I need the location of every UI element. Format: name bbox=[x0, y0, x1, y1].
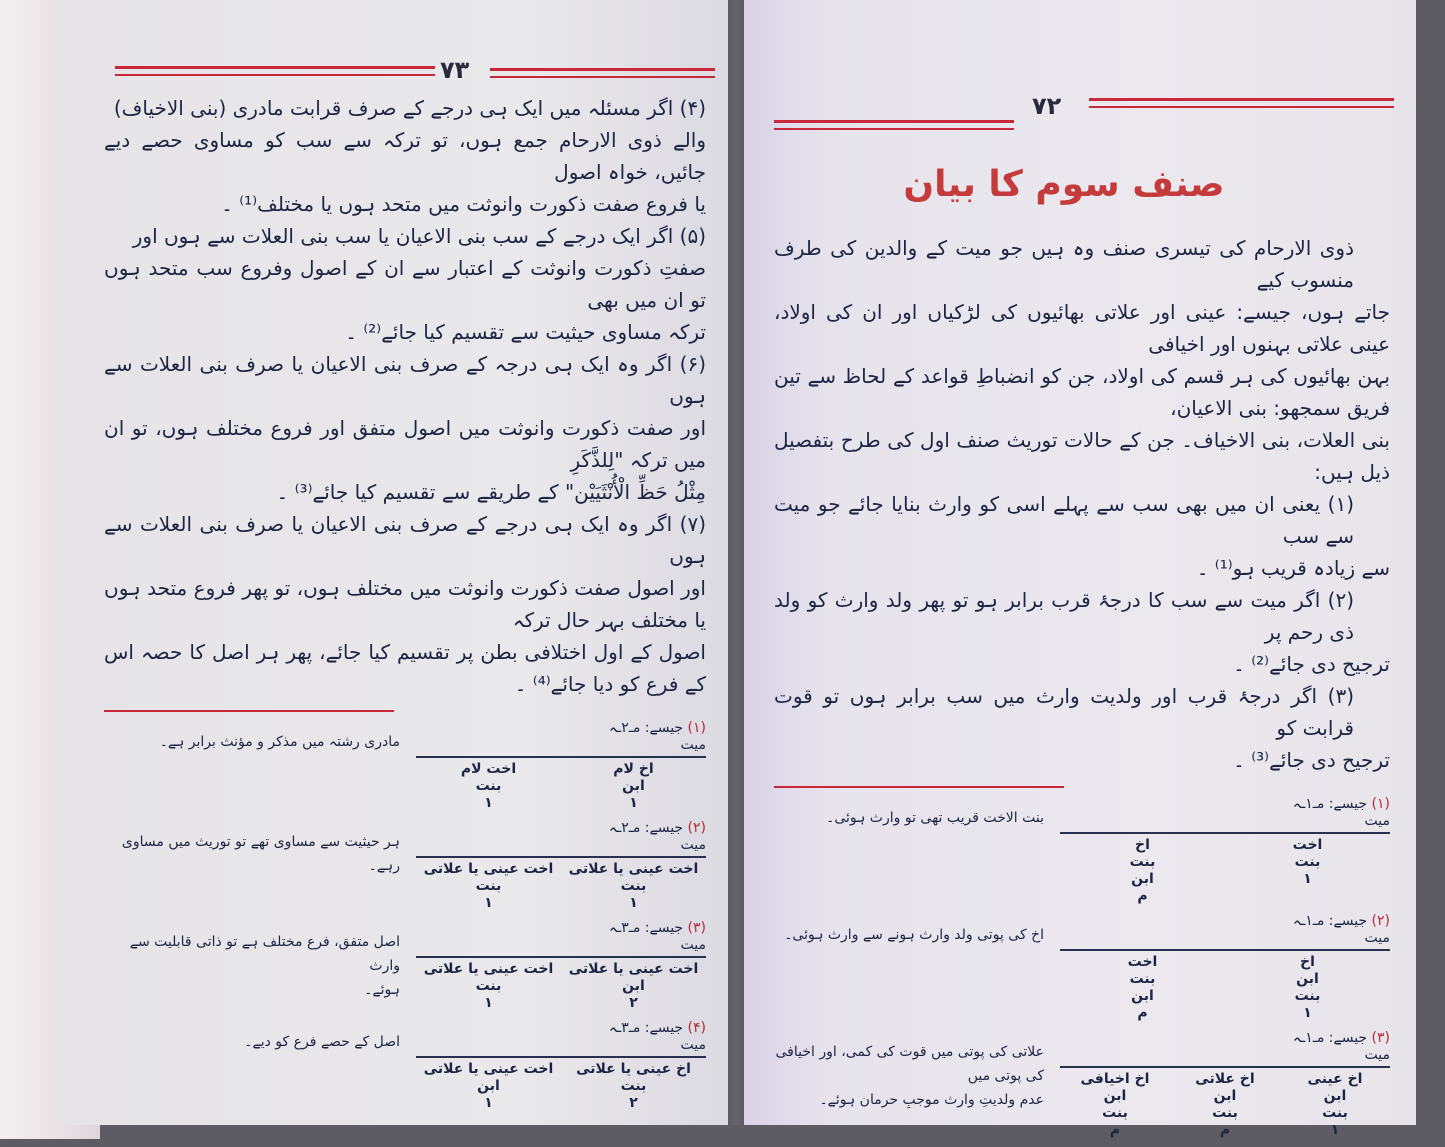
book-spine bbox=[728, 0, 744, 1125]
page-content bbox=[774, 232, 1390, 1147]
masala-number: مـ۳ـہ bbox=[608, 1020, 641, 1036]
heir-entry: ابن bbox=[1323, 1088, 1347, 1104]
text-line: ترجیح دی جائے⁽³⁾ ۔ bbox=[1233, 748, 1390, 772]
footnote-heading bbox=[1060, 1030, 1390, 1047]
footnote-marker: (۱) bbox=[687, 720, 706, 736]
footnote-example-label: جیسے: bbox=[1324, 796, 1372, 812]
footnote-example-label: جیسے: bbox=[640, 820, 688, 836]
footnote-marker: (۲) bbox=[1371, 913, 1390, 929]
heir-columns bbox=[416, 861, 706, 912]
heir-entry: اخت bbox=[1292, 837, 1323, 853]
footnote bbox=[104, 820, 706, 912]
inheritance-line bbox=[1060, 832, 1390, 834]
heir-entry: م bbox=[1137, 888, 1148, 904]
heir-entry: اخت عینی یا علاتی bbox=[423, 861, 554, 877]
footnote-note-line: اصل متفق، فرع مختلف ہے تو ذاتی قابلیت سے وارث bbox=[129, 934, 400, 974]
header-rule bbox=[774, 128, 1014, 130]
heir-entry: اخ لام bbox=[613, 761, 654, 777]
heir-entry: ۱ bbox=[1303, 1005, 1312, 1021]
footnote bbox=[104, 1020, 706, 1112]
heir-entry: اخت لام bbox=[460, 761, 517, 777]
footnote-separator bbox=[104, 710, 394, 712]
footnote-heading bbox=[416, 920, 706, 937]
footnote-diagram bbox=[1060, 1030, 1390, 1139]
text-line: اصول کے اول اختلافی بطن پر تقسیم کیا جائے، پھر ہر اصل کا حصہ اس کے فرع کو دیا جائے⁽⁴⁾ ۔ bbox=[104, 640, 706, 696]
left-page bbox=[60, 0, 728, 1125]
heir-entry: بنت bbox=[1212, 1105, 1238, 1121]
heir-column bbox=[561, 1061, 706, 1112]
mayyit-label: میت bbox=[680, 837, 706, 853]
text-line: جاتے ہوں، جیسے: عینی اور علاتی بھائیوں کی لڑکیاں اور ان کی اولاد، عینی علاتی بہنوں اور اخیافی bbox=[774, 300, 1390, 356]
heir-entry: م bbox=[1219, 1122, 1231, 1138]
inheritance-line bbox=[416, 856, 706, 858]
text-line: اور صفت ذکورت وانوثت میں اصول متفق اور فروع مختلف ہوں، تو ان میں ترکہ "لِلذَّكَرِ bbox=[104, 416, 706, 472]
heir-columns bbox=[416, 1061, 706, 1112]
mayyit-label: میت bbox=[680, 737, 706, 753]
masala-number: مـ۲ـہ bbox=[608, 720, 641, 736]
heir-entry: اخت عینی یا علاتی bbox=[423, 1061, 554, 1077]
text-line: (۲) اگر میت سے سب کا درجۂ قرب برابر ہو تو پھر ولد وارث کو ولد ذی رحم پر bbox=[774, 588, 1354, 644]
text-line: (۶) اگر وہ ایک ہی درجہ کے صرف بنی الاعیان یا صرف بنی العلات سے ہوں bbox=[104, 352, 706, 408]
footnote-note-line: اصل کے حصے فرع کو دیے۔ bbox=[244, 1034, 400, 1050]
inheritance-line bbox=[1060, 1066, 1390, 1068]
mayyit-label: میت bbox=[1364, 1047, 1390, 1063]
text-line: ترکہ مساوی حیثیت سے تقسیم کیا جائے⁽²⁾ ۔ bbox=[345, 320, 706, 344]
heir-column bbox=[1225, 837, 1390, 905]
heir-entry: بنت bbox=[1322, 1105, 1348, 1121]
footnote-note-line: مادری رشتہ میں مذکر و مؤنث برابر ہے۔ bbox=[159, 734, 400, 750]
heir-entry: ۱ bbox=[484, 1095, 493, 1111]
footnote-note bbox=[104, 920, 416, 1002]
footnote-note bbox=[104, 820, 416, 878]
header-rule bbox=[490, 68, 715, 71]
heir-column bbox=[416, 861, 561, 912]
heir-entry: اخت عینی یا علاتی bbox=[423, 961, 554, 977]
heir-entry: ابن bbox=[622, 978, 645, 994]
heir-entry: بنت bbox=[1102, 1105, 1128, 1121]
heir-column bbox=[416, 1061, 561, 1112]
footnote-note-line: اخ کی پوتی ولد وارث ہونے سے وارث ہوئی۔ bbox=[784, 927, 1044, 943]
heir-entry: بنت bbox=[475, 778, 502, 794]
footnote-example-label: جیسے: bbox=[640, 920, 688, 936]
heir-entry: ابن bbox=[622, 778, 645, 794]
footnote bbox=[774, 913, 1390, 1022]
page-number: ۷۲ bbox=[1032, 92, 1062, 120]
header-rule bbox=[490, 76, 715, 78]
footnote-note-line: ہر حیثیت سے مساوی تھے تو توریث میں مساوی رہے۔ bbox=[121, 834, 400, 874]
footnote-heading bbox=[1060, 913, 1390, 930]
footnote-heading bbox=[416, 720, 706, 737]
heir-column bbox=[1170, 1071, 1280, 1139]
masala-number: مـ۱ـہ bbox=[1292, 913, 1325, 929]
heir-entry: ۱ bbox=[484, 895, 493, 911]
heir-entry: ۱ bbox=[629, 795, 638, 811]
heir-entry: ۱ bbox=[484, 995, 493, 1011]
heir-columns bbox=[1060, 954, 1390, 1022]
text-line: (۵) اگر ایک درجے کے سب بنی الاعیان یا سب بنی العلات سے ہوں اور bbox=[132, 224, 706, 248]
heir-entry: اخت عینی یا علاتی bbox=[568, 961, 699, 977]
heir-columns bbox=[416, 761, 706, 812]
header-rule bbox=[1089, 98, 1394, 101]
footnote-example-label: جیسے: bbox=[1324, 1030, 1372, 1046]
section-title: صنف سوم کا بیان bbox=[903, 164, 1225, 205]
heir-column bbox=[1225, 954, 1390, 1022]
heir-entry: بنت bbox=[475, 878, 502, 894]
footnote-example-label: جیسے: bbox=[640, 720, 688, 736]
footnote-heading bbox=[416, 820, 706, 837]
text-line: صفتِ ذکورت وانوثت کے اعتبار سے ان کے اصول وفروع سب متحد ہوں تو ان میں بھی bbox=[104, 256, 706, 312]
footnote-marker: (۲) bbox=[687, 820, 706, 836]
heir-entry: اخ عینی یا علاتی bbox=[576, 1061, 691, 1077]
heir-entry: ابن bbox=[1131, 871, 1154, 887]
masala-number: مـ۲ـہ bbox=[608, 820, 641, 836]
footnote-diagram bbox=[1060, 796, 1390, 905]
heir-column bbox=[1060, 1071, 1170, 1139]
heir-column bbox=[416, 961, 561, 1012]
footnote-marker: (۳) bbox=[687, 920, 706, 936]
footnote bbox=[774, 1030, 1390, 1139]
footnote-diagram bbox=[416, 720, 706, 812]
inheritance-line bbox=[416, 1056, 706, 1058]
page-content bbox=[104, 92, 706, 1120]
heir-entry: ۲ bbox=[629, 1095, 638, 1111]
masala-number: مـ۱ـہ bbox=[1292, 796, 1325, 812]
heir-column bbox=[1060, 837, 1225, 905]
heir-entry: بنت bbox=[1129, 854, 1156, 870]
inheritance-line bbox=[1060, 949, 1390, 951]
heir-entry: م bbox=[1109, 1122, 1121, 1138]
mayyit-label: میت bbox=[680, 937, 706, 953]
heir-entry: اخ علاتی bbox=[1195, 1071, 1255, 1087]
footnote-marker: (۱) bbox=[1371, 796, 1390, 812]
heir-entry: ابن bbox=[1103, 1088, 1127, 1104]
page-number: ۷۳ bbox=[440, 56, 470, 84]
heir-entry: ابن bbox=[1131, 988, 1154, 1004]
footnote-note bbox=[774, 796, 1060, 830]
masala-number: مـ۱ـہ bbox=[1292, 1030, 1325, 1046]
footnote-note bbox=[104, 1020, 416, 1054]
footnote bbox=[774, 796, 1390, 905]
text-line: اور اصول صفت ذکورت وانوثت میں مختلف ہوں، تو پھر فروع متحد ہوں یا مختلف بہر حال ترکہ bbox=[104, 576, 706, 632]
footnote-note-line: ہوئے۔ bbox=[364, 982, 400, 998]
text-line: ترجیح دی جائے⁽²⁾ ۔ bbox=[1233, 652, 1390, 676]
footnotes bbox=[104, 720, 706, 1120]
heir-entry: ۱ bbox=[629, 895, 638, 911]
heir-entry: اخ bbox=[1300, 954, 1315, 970]
heir-entry: بنت bbox=[1294, 988, 1321, 1004]
heir-entry: ۱ bbox=[1303, 871, 1312, 887]
footnote-separator bbox=[774, 786, 1064, 788]
heir-entry: اخ اخیافی bbox=[1080, 1071, 1150, 1087]
footnote bbox=[104, 920, 706, 1012]
footnote-note bbox=[774, 913, 1060, 947]
heir-column bbox=[561, 961, 706, 1012]
heir-entry: م bbox=[1137, 1005, 1148, 1021]
mayyit-label: میت bbox=[1364, 930, 1390, 946]
footnote-example-label: جیسے: bbox=[1324, 913, 1372, 929]
footnote-heading bbox=[1060, 796, 1390, 813]
footnote-marker: (۳) bbox=[1371, 1030, 1390, 1046]
heir-entry: اخت bbox=[1127, 954, 1158, 970]
right-page bbox=[744, 0, 1416, 1138]
heir-entry: اخت عینی یا علاتی bbox=[568, 861, 699, 877]
footnote-note bbox=[774, 1030, 1060, 1112]
inheritance-line bbox=[416, 756, 706, 758]
footnote-note-line: بنت الاخت قریب تھی تو وارث ہوئی۔ bbox=[826, 810, 1044, 826]
heir-column bbox=[416, 761, 561, 812]
header-rule bbox=[115, 66, 435, 69]
heir-entry: ابن bbox=[477, 1078, 500, 1094]
footnote-diagram bbox=[1060, 913, 1390, 1022]
text-line: والے ذوی الارحام جمع ہوں، تو ترکہ سے سب کو مساوی حصے دیے جائیں، خواہ اصول bbox=[104, 128, 706, 184]
footnote bbox=[104, 720, 706, 812]
heir-column bbox=[1280, 1071, 1390, 1139]
text-line: سے زیادہ قریب ہو⁽¹⁾ ۔ bbox=[1196, 556, 1390, 580]
header-rule bbox=[1089, 106, 1394, 108]
footnote-heading bbox=[416, 1020, 706, 1037]
footnote-marker: (۴) bbox=[687, 1020, 706, 1036]
footnote-note-line: عدم ولدیتِ وارث موجبِ حرمان ہوئے۔ bbox=[819, 1092, 1044, 1108]
heir-entry: بنت bbox=[620, 878, 647, 894]
text-line: (۴) اگر مسئلہ میں ایک ہی درجے کے صرف قرابت مادری (بنی الاخیاف) bbox=[113, 96, 706, 120]
heir-entry: ابن bbox=[1213, 1088, 1237, 1104]
heir-column bbox=[1060, 954, 1225, 1022]
heir-entry: ابن bbox=[1296, 971, 1319, 987]
heir-column bbox=[561, 761, 706, 812]
heir-columns bbox=[416, 961, 706, 1012]
footnote-example-label: جیسے: bbox=[640, 1020, 688, 1036]
text-line: مِثْلُ حَظِّ الْأُنْثَيَيْن" کے طریقے سے تقسیم کیا جائے⁽³⁾ ۔ bbox=[276, 480, 706, 504]
footnote-diagram bbox=[416, 920, 706, 1012]
body-text bbox=[104, 92, 706, 700]
footnote-note bbox=[104, 720, 416, 754]
footnote-diagram bbox=[416, 1020, 706, 1112]
text-line: بنی العلات، بنی الاخیاف۔ جن کے حالات توریث صنف اول کی طرح بتفصیل ذیل ہیں: bbox=[774, 428, 1390, 484]
heir-entry: اخ bbox=[1135, 837, 1150, 853]
heir-columns bbox=[1060, 1071, 1390, 1139]
footnote-diagram bbox=[416, 820, 706, 912]
body-text bbox=[774, 232, 1390, 776]
heir-entry: بنت bbox=[1129, 971, 1156, 987]
text-line: (۷) اگر وہ ایک ہی درجے کے صرف بنی الاعیان یا صرف بنی العلات سے ہوں bbox=[104, 512, 706, 568]
header-rule bbox=[774, 120, 1014, 123]
heir-entry: بنت bbox=[475, 978, 502, 994]
mayyit-label: میت bbox=[1364, 813, 1390, 829]
header-rule bbox=[115, 74, 435, 76]
heir-columns bbox=[1060, 837, 1390, 905]
heir-entry: اخ عینی bbox=[1307, 1071, 1363, 1087]
heir-entry: ۲ bbox=[629, 995, 638, 1011]
text-line: ذوی الارحام کی تیسری صنف وہ ہیں جو میت کے والدین کی طرف منسوب کیے bbox=[774, 236, 1354, 292]
text-line: بہن بھائیوں کی ہر قسم کی اولاد، جن کو انضباطِ قواعد کے لحاظ سے تین فریق سمجھو: بنی الاعیان، bbox=[774, 364, 1390, 420]
heir-entry: بنت bbox=[620, 1078, 647, 1094]
heir-entry: بنت bbox=[1294, 854, 1321, 870]
mayyit-label: میت bbox=[680, 1037, 706, 1053]
heir-entry: ۱ bbox=[1330, 1122, 1340, 1138]
text-line: (۱) یعنی ان میں بھی سب سے پہلے اسی کو وارث بنایا جائے جو میت سے سب bbox=[774, 492, 1354, 548]
heir-entry: ۱ bbox=[484, 795, 493, 811]
text-line: یا فروع صفت ذکورت وانوثت میں متحد ہوں یا مختلف⁽¹⁾ ۔ bbox=[221, 192, 706, 216]
inheritance-line bbox=[416, 956, 706, 958]
footnote-note-line: علاتی کی پوتی میں قوت کی کمی، اور اخیافی کی پوتی میں bbox=[775, 1044, 1044, 1084]
heir-column bbox=[561, 861, 706, 912]
text-line: (۳) اگر درجۂ قرب اور ولدیت وارث میں سب برابر ہوں تو قوت قرابت کو bbox=[774, 684, 1354, 740]
masala-number: مـ۳ـہ bbox=[608, 920, 641, 936]
footnotes bbox=[774, 796, 1390, 1147]
